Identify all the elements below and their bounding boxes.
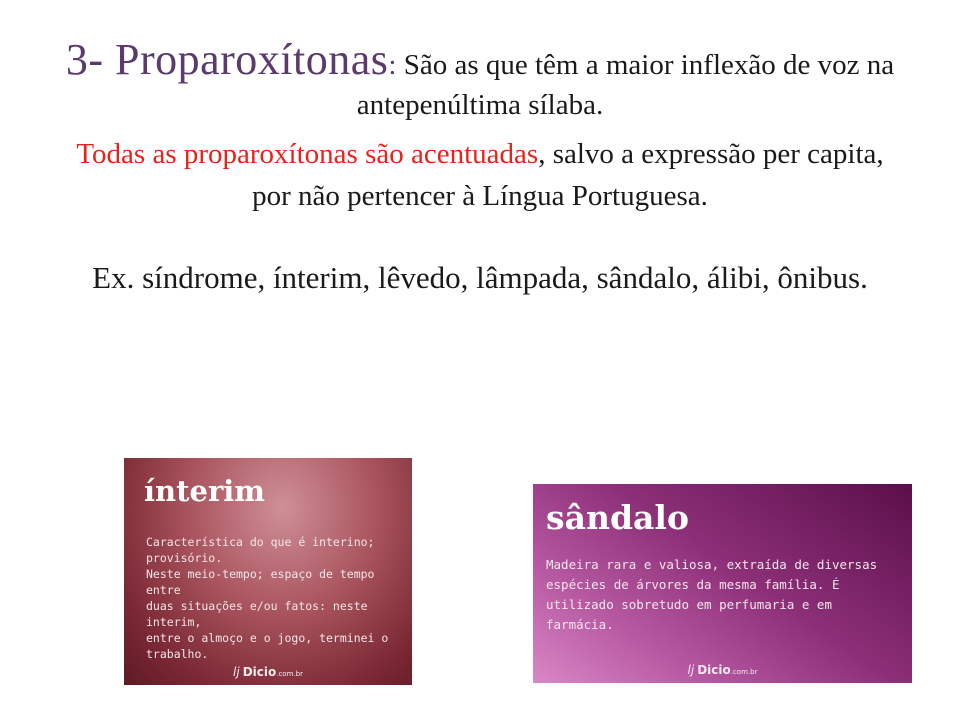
card-title: ínterim xyxy=(144,474,265,508)
dicio-icon: lj xyxy=(233,665,240,679)
intro-text: São as que têm a maior inflexão de voz na antepenúltima sílaba. xyxy=(356,49,895,121)
heading-colon: : xyxy=(388,49,397,81)
card-title: sândalo xyxy=(546,498,689,537)
slide-text xyxy=(60,35,900,301)
rule-text: , salvo a expressão per capita, por não pertencer à Língua Portuguesa. xyxy=(252,138,884,212)
rule-highlight: Todas as proparoxítonas são acentuadas xyxy=(76,138,539,170)
dicio-logo xyxy=(533,663,912,677)
examples-text: Ex. síndrome, ínterim, lêvedo, lâmpada, sândalo, álibi, ônibus. xyxy=(92,260,868,295)
slide-heading: 3- Proparoxítonas xyxy=(65,35,389,84)
card-definition: Característica do que é interino; provisório. Neste meio-tempo; espaço de tempo entre duas situações e/ou fatos: neste interim, entre o almoço e o jogo, terminei o trabalho. xyxy=(146,535,389,661)
brand-suffix: .com.br xyxy=(276,670,303,678)
brand-name: Dicio xyxy=(697,663,731,677)
brand-name: Dicio xyxy=(242,665,277,679)
definition-paragraph xyxy=(60,35,900,125)
dicio-logo xyxy=(124,665,412,679)
rule-paragraph xyxy=(60,133,900,217)
card-definition: Madeira rara e valiosa, extraída de diversas espécies de árvores da mesma família. É utilizado sobretudo em perfumaria e em farmácia. xyxy=(546,557,878,632)
brand-suffix: .com.br xyxy=(730,668,758,676)
sandalo-dictionary-card xyxy=(533,484,912,683)
dicio-icon: lj xyxy=(687,663,695,677)
interim-dictionary-card xyxy=(124,458,412,685)
